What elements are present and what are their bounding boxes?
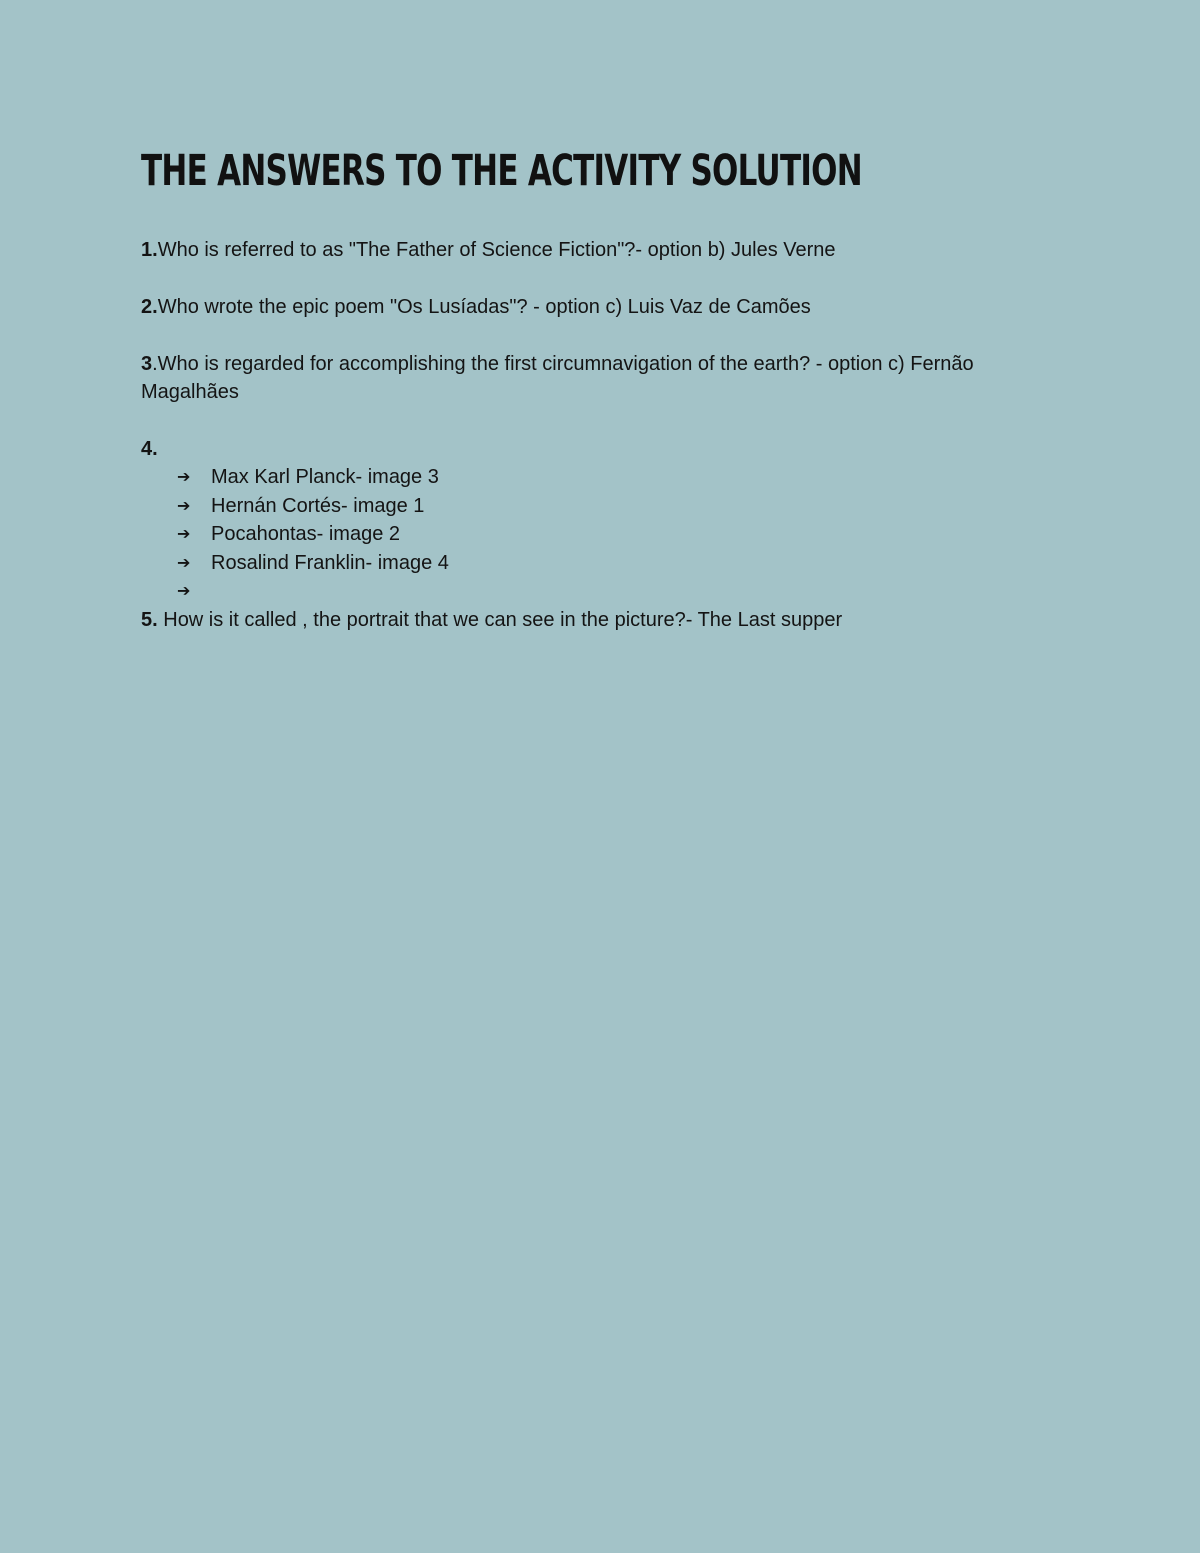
list-item [177, 549, 1061, 578]
question-text: Who is referred to as "The Father of Science Fiction"?- option b) Jules Verne [157, 239, 836, 261]
list-item-text: Max Karl Planck- image 3 [211, 466, 439, 488]
right-arrow-icon: ➔ [177, 552, 191, 572]
question-text: Who wrote the epic poem "Os Lusíadas"? - option c) Luis Vaz de Camões [157, 296, 811, 318]
page-title: THE ANSWERS TO THE ACTIVITY SOLUTION [141, 146, 862, 196]
right-arrow-icon: ➔ [177, 467, 191, 486]
list-item [177, 520, 1061, 549]
question-3 [141, 350, 1061, 406]
right-arrow-icon: ➔ [177, 581, 191, 600]
question-2 [141, 293, 1061, 321]
list-item-text: Rosalind Franklin- image 4 [211, 551, 449, 574]
question-number: 3 [141, 353, 153, 375]
list-item [177, 492, 1061, 521]
question-5 [141, 606, 1061, 634]
list-item-text: Pocahontas- image 2 [211, 523, 401, 545]
answer-list [141, 463, 1061, 606]
document-page [141, 145, 1061, 634]
question-number: 5. [141, 608, 158, 631]
question-text: .Who is regarded for accomplishing the first circumnavigation of the earth? - option c) Fernão Magalhães [141, 353, 974, 403]
question-number: 2. [141, 296, 158, 318]
list-item [177, 463, 1061, 492]
question-number: 4. [141, 438, 158, 460]
question-1 [141, 236, 1061, 264]
right-arrow-icon: ➔ [177, 524, 191, 543]
right-arrow-icon: ➔ [177, 495, 191, 515]
question-4 [141, 435, 1061, 463]
list-item-text: Hernán Cortés- image 1 [211, 494, 425, 517]
question-text: How is it called , the portrait that we can see in the picture?- The Last supper [157, 608, 843, 631]
list-item [177, 577, 1061, 606]
question-number: 1. [141, 239, 158, 261]
